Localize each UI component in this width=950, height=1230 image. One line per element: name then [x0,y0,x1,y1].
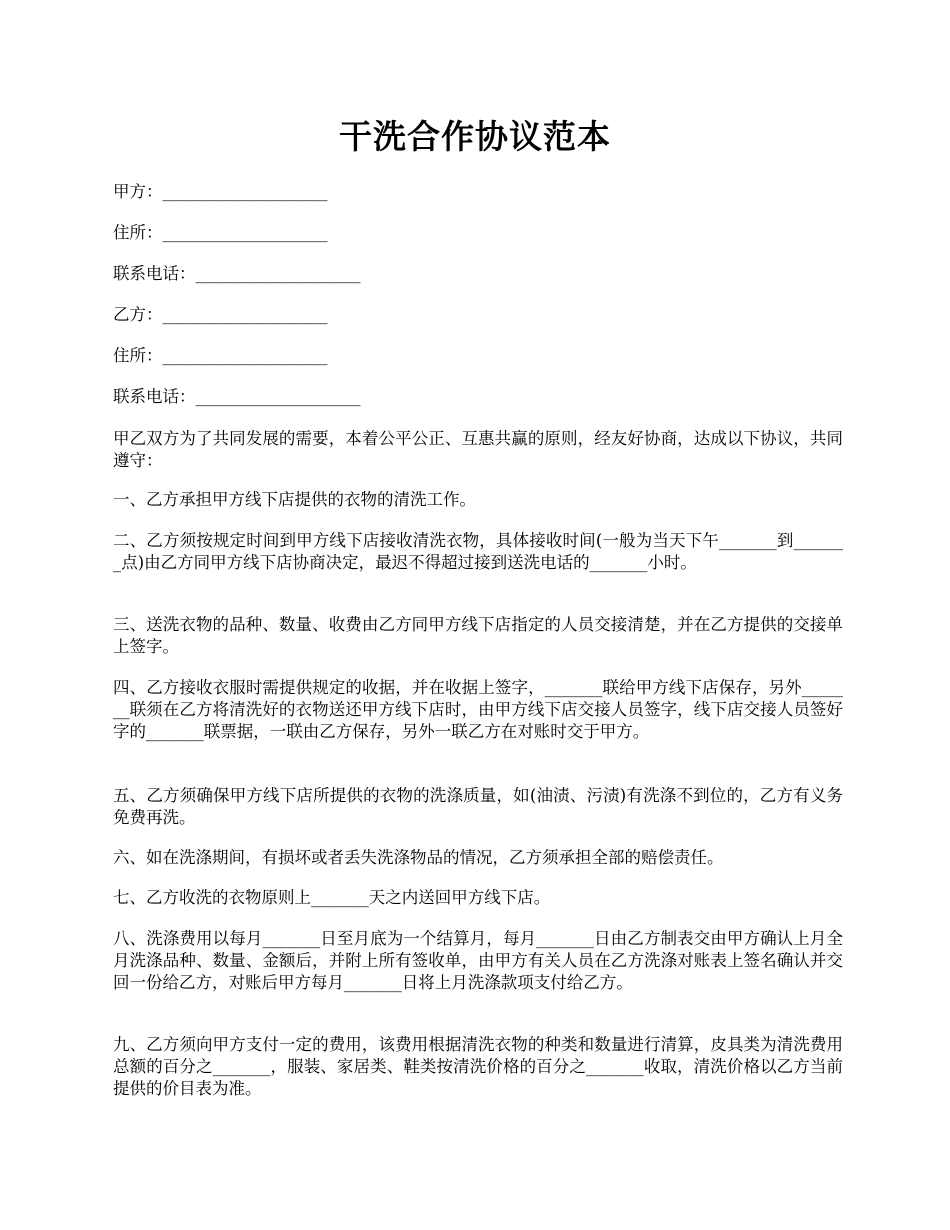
clause-2: 二、乙方须按规定时间到甲方线下店接收清洗衣物，具体接收时间(一般为当天下午_______到_______点)由乙方同甲方线下店协商决定，最迟不得超过接到送洗电话的_______小时。 [113,531,843,572]
party-b-phone-field: 联系电话：____________________ [113,387,361,406]
clause-5: 五、乙方须确保甲方线下店所提供的衣物的洗涤质量，如(油渍、污渍)有洗涤不到位的，乙方有义务免费再洗。 [113,786,843,827]
clause-4: 四、乙方接收衣服时需提供规定的收据，并在收据上签字，_______联给甲方线下店保存，另外_______联须在乙方将清洗好的衣物送还甲方线下店时，由甲方线下店交接人员签字，线下店交接人员签好字的_______联票据，一联由乙方保存，另外一联乙方在对账时交于甲方。 [113,678,843,741]
party-b-field: 乙方：____________________ [113,305,328,324]
preamble-paragraph: 甲乙双方为了共同发展的需要，本着公平公正、互惠共赢的原则，经友好协商，达成以下协议，共同遵守： [113,429,843,470]
party-a-field: 甲方：____________________ [113,182,328,201]
document-title: 干洗合作协议范本 [339,117,611,156]
clause-3: 三、送洗衣物的品种、数量、收费由乙方同甲方线下店指定的人员交接清楚，并在乙方提供的交接单上签字。 [113,615,843,656]
clause-1: 一、乙方承担甲方线下店提供的衣物的清洗工作。 [113,490,476,509]
clause-9: 九、乙方须向甲方支付一定的费用，该费用根据清洗衣物的种类和数量进行清算，皮具类为清洗费用总额的百分之_______，服装、家居类、鞋类按清洗价格的百分之_______收取，清洗价格以乙方当前提供的价目表为准。 [113,1035,843,1098]
clause-8: 八、洗涤费用以每月_______日至月底为一个结算月，每月_______日由乙方制表交由甲方确认上月全月洗涤品种、数量、金额后，并附上所有签收单，由甲方有关人员在乙方洗涤对账表上签名确认并交回一份给乙方，对账后甲方每月_______日将上月洗涤款项支付给乙方。 [113,929,843,992]
party-b-address-field: 住所：____________________ [113,346,328,365]
party-a-address-field: 住所：____________________ [113,223,328,242]
party-a-phone-field: 联系电话：____________________ [113,264,361,283]
clause-7: 七、乙方收洗的衣物原则上_______天之内送回甲方线下店。 [113,888,551,907]
clause-6: 六、如在洗涤期间，有损坏或者丢失洗涤物品的情况，乙方须承担全部的赔偿责任。 [113,848,724,867]
